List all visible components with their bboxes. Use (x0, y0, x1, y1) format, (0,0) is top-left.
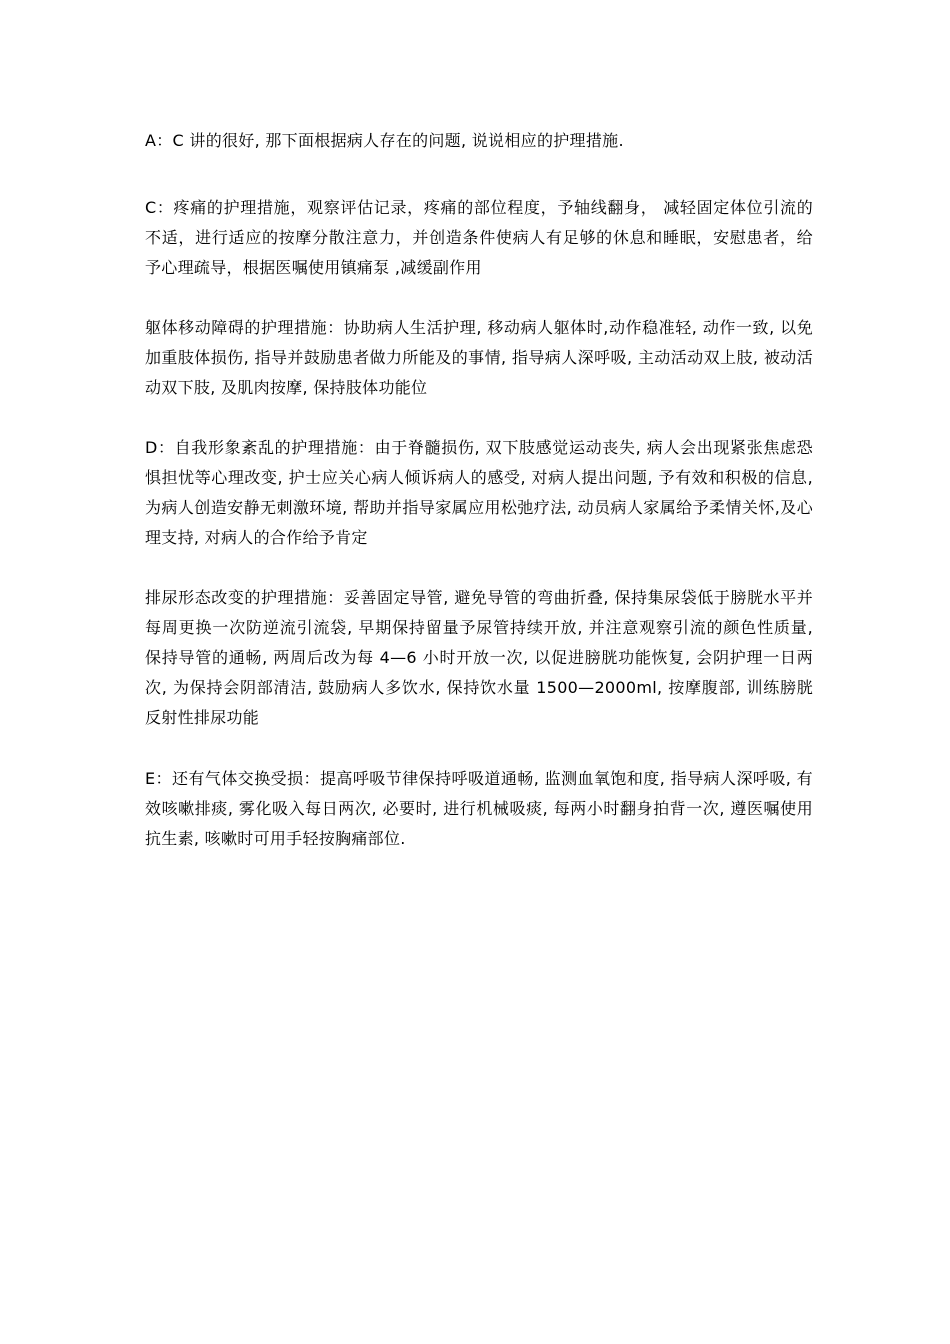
paragraph-d-self-image-care: D：自我形象紊乱的护理措施：由于脊髓损伤, 双下肢感觉运动丧失, 病人会出现紧张焦虑恐惧担忧等心理改变, 护士应关心病人倾诉病人的感受, 对病人提出问题, 予有效和积极的信息, 为病人创造安静无刺激环境, 帮助并指导家属应用松弛疗法, 动员病人家属给予柔情关怀,及心理支持, 对病人的合作给予肯定 (145, 438, 813, 547)
paragraph-mobility-care: 躯体移动障碍的护理措施：协助病人生活护理, 移动病人躯体时,动作稳准轻, 动作一致, 以免加重肢体损伤, 指导并鼓励患者做力所能及的事情, 指导病人深呼吸, 主动活动双上肢, 被动活动双下肢, 及肌肉按摩, 保持肢体功能位 (145, 318, 813, 397)
paragraph-urination-care: 排尿形态改变的护理措施：妥善固定导管, 避免导管的弯曲折叠, 保持集尿袋低于膀胱水平并每周更换一次防逆流引流袋, 早期保持留量予尿管持续开放, 并注意观察引流的颜色性质量, 保持导管的通畅, 两周后改为每 4—6 小时开放一次, 以促进膀胱功能恢复, 会阴护理一日两次, 为保持会阴部清洁, 鼓励病人多饮水, 保持饮水量 1500—2000ml, 按摩腹部, 训练膀胱反射性排尿功能 (145, 588, 813, 727)
paragraph-e-gas-exchange-care: E：还有气体交换受损：提高呼吸节律保持呼吸道通畅, 监测血氧饱和度, 指导病人深呼吸, 有效咳嗽排痰, 雾化吸入每日两次, 必要时, 进行机械吸痰, 每两小时翻身拍背一次, 遵医嘱使用抗生素, 咳嗽时可用手轻按胸痛部位. (145, 769, 813, 848)
paragraph-c-pain-care: C：疼痛的护理措施，观察评估记录，疼痛的部位程度，予轴线翻身， 减轻固定体位引流的不适，进行适应的按摩分散注意力，并创造条件使病人有足够的休息和睡眠，安慰患者，给予心理疏导，根据医嘱使用镇痛泵 ,减缓副作用 (145, 198, 813, 277)
document-body (145, 126, 813, 882)
paragraph-a-intro: A：C 讲的很好, 那下面根据病人存在的问题, 说说相应的护理措施. (145, 131, 624, 150)
